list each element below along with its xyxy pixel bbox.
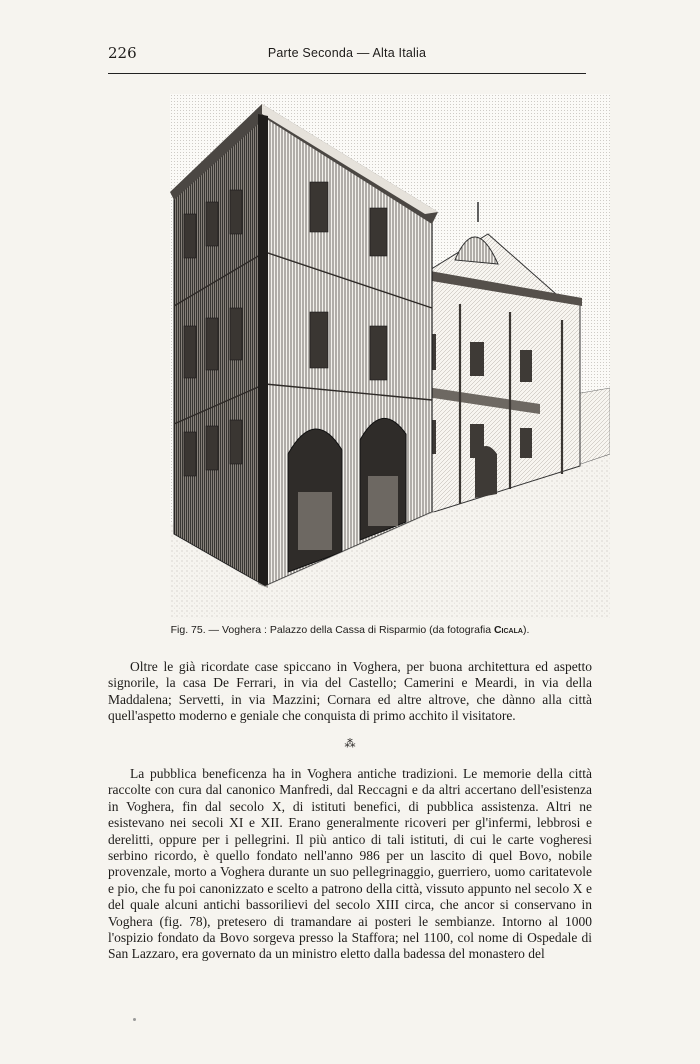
- running-title: Parte Seconda — Alta Italia: [267, 46, 427, 60]
- paragraph-beneficenza: La pubblica beneficenza ha in Voghera antiche tradizioni. Le memorie della città raccolte con cura dal canonico Manfredi, dal Reccagni e da altri accertano dell'esistenza in Voghera, fin dal secolo X, di istituti benefici, di pubblica assistenza. Altri ne esistevano nei secoli XI e XII. Erano generalmente ricoveri per gl'infermi, lebbrosi e derelitti, oppure per i pellegrini. Il più antico di tali istituti, di cui le carte vogheresi serbino ricordo, è quello fondato nell'anno 986 per un lascito di quel Bovo, nobile provenzale, morto a Voghera durante un suo pellegrinaggio, guerriero, uomo caritatevole e pio, che fu poi canonizzato e scelto a patrono della città, vissuto appunto nel secolo X e del quale alcuni antichi bassorilievi del secolo XIII circa, che ancor si conservano in Voghera (fig. 78), pretesero di tramandare ai posteri le sembianze. Intorno al 1000 l'ospizio fondato da Bovo sorgeva presso la Staffora; nel 1100, col nome di Ospedale di San Lazzaro, era governato da un ministro eletto dalla badessa del monastero del: [108, 766, 592, 962]
- caption-prefix: Fig. 75. — Voghera : Palazzo della Cassa di Risparmio (da fotografia: [170, 624, 494, 636]
- caption-photographer: Cicala: [493, 624, 523, 636]
- section-asterism: ⁂: [344, 737, 356, 750]
- paragraph-houses: Oltre le già ricordate case spiccano in Voghera, per buona architettura ed aspetto signorile, la casa De Ferrari, in via del Castello; Camerini e Meardi, in via della Maddalena; Servetti, in via Mazzini; Cornara ed altre altrove, che dànno alla città quell'aspetto moderno e geniale che conquista di primo acchito il visitatore.: [108, 659, 592, 724]
- figure-engraving: [170, 94, 610, 618]
- page-header: [108, 44, 586, 68]
- caption-suffix: ).: [522, 624, 530, 636]
- figure-caption: [108, 624, 592, 636]
- page-speck: [133, 1018, 136, 1021]
- page-number: 226: [108, 44, 137, 62]
- header-rule: [108, 73, 586, 74]
- palazzo-illustration: [170, 94, 610, 618]
